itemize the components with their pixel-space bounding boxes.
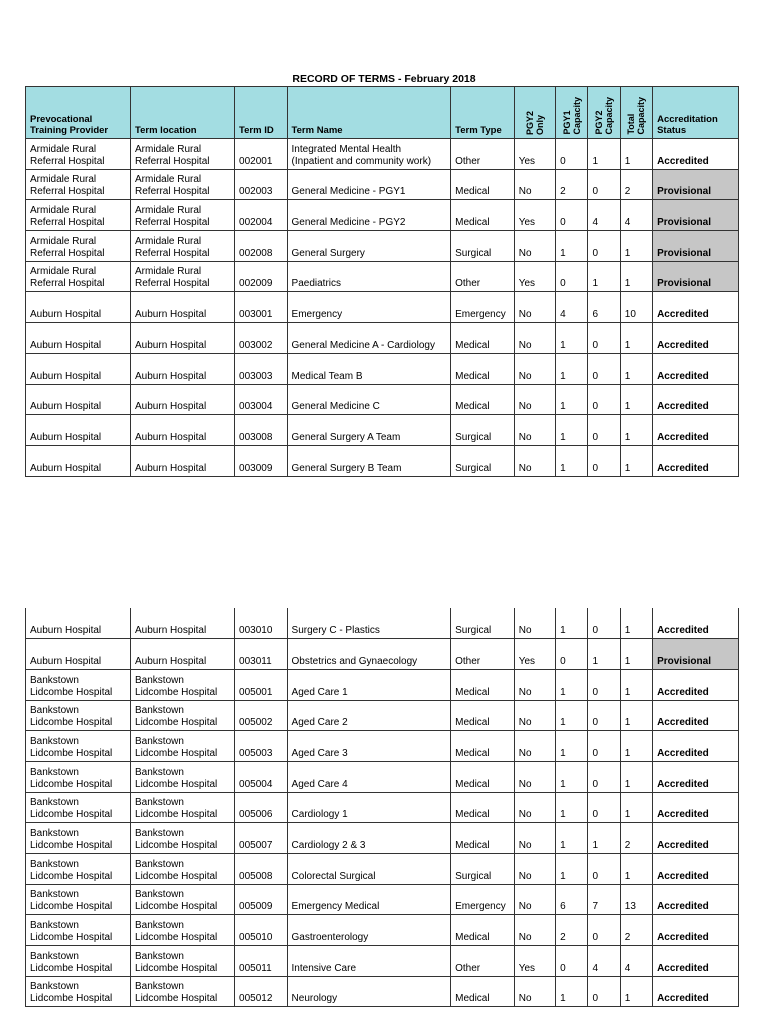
cell-location: Auburn Hospital xyxy=(131,608,235,639)
table-row xyxy=(26,139,739,170)
cell-provider: Bankstown Lidcombe Hospital xyxy=(26,761,131,792)
col-header-location: Term location xyxy=(131,87,235,139)
cell-term-type: Other xyxy=(451,261,515,292)
cell-term-name: Emergency xyxy=(287,292,451,323)
cell-total-capacity: 1 xyxy=(620,761,652,792)
cell-total-capacity: 1 xyxy=(620,700,652,731)
cell-term-type: Medical xyxy=(451,823,515,854)
cell-term-name: Surgery C - Plastics xyxy=(287,608,451,639)
table-row xyxy=(26,261,739,292)
table-row xyxy=(26,823,739,854)
cell-term-type: Medical xyxy=(451,761,515,792)
cell-pgy1-capacity: 1 xyxy=(556,384,588,415)
cell-pgy1-capacity: 1 xyxy=(556,445,588,476)
cell-pgy2-capacity: 6 xyxy=(588,292,620,323)
cell-provider: Armidale Rural Referral Hospital xyxy=(26,169,131,200)
table-row xyxy=(26,700,739,731)
cell-provider: Auburn Hospital xyxy=(26,353,131,384)
col-header-accreditation-status: Accreditation Status xyxy=(653,87,739,139)
cell-total-capacity: 2 xyxy=(620,823,652,854)
cell-pgy1-capacity: 1 xyxy=(556,415,588,446)
cell-total-capacity: 1 xyxy=(620,731,652,762)
cell-term-type: Other xyxy=(451,639,515,670)
cell-provider: Bankstown Lidcombe Hospital xyxy=(26,700,131,731)
cell-pgy1-capacity: 1 xyxy=(556,700,588,731)
cell-pgy2-only: No xyxy=(514,231,555,262)
cell-total-capacity: 1 xyxy=(620,639,652,670)
table-row xyxy=(26,884,739,915)
cell-pgy2-capacity: 7 xyxy=(588,884,620,915)
cell-term-id: 003002 xyxy=(235,323,288,354)
cell-location: Armidale Rural Referral Hospital xyxy=(131,169,235,200)
cell-term-type: Surgical xyxy=(451,231,515,262)
cell-pgy2-only: No xyxy=(514,700,555,731)
cell-pgy1-capacity: 1 xyxy=(556,792,588,823)
table-row xyxy=(26,323,739,354)
cell-pgy2-capacity: 1 xyxy=(588,139,620,170)
cell-term-type: Surgical xyxy=(451,854,515,885)
cell-pgy1-capacity: 1 xyxy=(556,854,588,885)
cell-total-capacity: 1 xyxy=(620,792,652,823)
cell-accreditation-status: Accredited xyxy=(653,669,739,700)
cell-provider: Bankstown Lidcombe Hospital xyxy=(26,792,131,823)
cell-pgy2-only: No xyxy=(514,323,555,354)
cell-pgy2-only: No xyxy=(514,415,555,446)
cell-pgy2-capacity: 0 xyxy=(588,915,620,946)
cell-accreditation-status: Accredited xyxy=(653,884,739,915)
table-row xyxy=(26,200,739,231)
cell-provider: Bankstown Lidcombe Hospital xyxy=(26,884,131,915)
cell-pgy2-capacity: 0 xyxy=(588,323,620,354)
cell-term-id: 005009 xyxy=(235,884,288,915)
cell-accreditation-status: Accredited xyxy=(653,139,739,170)
header-row xyxy=(26,87,739,139)
cell-term-name: General Surgery B Team xyxy=(287,445,451,476)
cell-accreditation-status: Provisional xyxy=(653,200,739,231)
cell-accreditation-status: Accredited xyxy=(653,792,739,823)
cell-pgy1-capacity: 0 xyxy=(556,946,588,977)
cell-term-id: 005008 xyxy=(235,854,288,885)
cell-term-type: Other xyxy=(451,946,515,977)
cell-term-type: Emergency xyxy=(451,884,515,915)
cell-pgy2-capacity: 0 xyxy=(588,169,620,200)
cell-pgy2-capacity: 0 xyxy=(588,231,620,262)
cell-term-id: 002009 xyxy=(235,261,288,292)
cell-pgy2-capacity: 0 xyxy=(588,384,620,415)
cell-pgy2-capacity: 1 xyxy=(588,823,620,854)
cell-term-name: Paediatrics xyxy=(287,261,451,292)
cell-term-name: Cardiology 2 & 3 xyxy=(287,823,451,854)
cell-pgy1-capacity: 1 xyxy=(556,731,588,762)
cell-term-name: Neurology xyxy=(287,976,451,1007)
cell-pgy2-only: No xyxy=(514,884,555,915)
cell-location: Bankstown Lidcombe Hospital xyxy=(131,976,235,1007)
cell-accreditation-status: Accredited xyxy=(653,608,739,639)
cell-pgy2-only: Yes xyxy=(514,200,555,231)
cell-pgy1-capacity: 1 xyxy=(556,231,588,262)
col-header-term-type: Term Type xyxy=(451,87,515,139)
table-row xyxy=(26,292,739,323)
cell-term-type: Medical xyxy=(451,353,515,384)
cell-location: Bankstown Lidcombe Hospital xyxy=(131,946,235,977)
cell-pgy1-capacity: 1 xyxy=(556,823,588,854)
cell-term-id: 003009 xyxy=(235,445,288,476)
table-row xyxy=(26,231,739,262)
cell-term-name: Gastroenterology xyxy=(287,915,451,946)
cell-total-capacity: 1 xyxy=(620,669,652,700)
cell-provider: Bankstown Lidcombe Hospital xyxy=(26,915,131,946)
cell-pgy1-capacity: 1 xyxy=(556,669,588,700)
cell-term-id: 003004 xyxy=(235,384,288,415)
cell-accreditation-status: Accredited xyxy=(653,976,739,1007)
cell-pgy1-capacity: 2 xyxy=(556,169,588,200)
cell-accreditation-status: Accredited xyxy=(653,353,739,384)
cell-pgy2-capacity: 0 xyxy=(588,353,620,384)
cell-term-name: General Medicine - PGY2 xyxy=(287,200,451,231)
cell-location: Bankstown Lidcombe Hospital xyxy=(131,731,235,762)
cell-provider: Auburn Hospital xyxy=(26,323,131,354)
table-row xyxy=(26,792,739,823)
cell-term-id: 005011 xyxy=(235,946,288,977)
cell-location: Bankstown Lidcombe Hospital xyxy=(131,823,235,854)
cell-pgy2-only: Yes xyxy=(514,946,555,977)
cell-total-capacity: 2 xyxy=(620,915,652,946)
cell-term-id: 005010 xyxy=(235,915,288,946)
cell-pgy2-only: No xyxy=(514,854,555,885)
terms-table-bottom xyxy=(25,608,739,1007)
cell-provider: Bankstown Lidcombe Hospital xyxy=(26,946,131,977)
cell-pgy2-capacity: 0 xyxy=(588,415,620,446)
cell-pgy2-only: No xyxy=(514,669,555,700)
cell-term-id: 002008 xyxy=(235,231,288,262)
cell-pgy2-capacity: 0 xyxy=(588,792,620,823)
cell-location: Bankstown Lidcombe Hospital xyxy=(131,854,235,885)
cell-term-id: 005002 xyxy=(235,700,288,731)
cell-pgy2-only: Yes xyxy=(514,139,555,170)
cell-location: Bankstown Lidcombe Hospital xyxy=(131,700,235,731)
cell-total-capacity: 1 xyxy=(620,854,652,885)
cell-term-type: Medical xyxy=(451,976,515,1007)
cell-accreditation-status: Accredited xyxy=(653,915,739,946)
cell-term-id: 003001 xyxy=(235,292,288,323)
cell-term-id: 003003 xyxy=(235,353,288,384)
cell-pgy2-only: No xyxy=(514,608,555,639)
cell-pgy2-only: No xyxy=(514,731,555,762)
cell-accreditation-status: Accredited xyxy=(653,823,739,854)
cell-pgy2-only: No xyxy=(514,169,555,200)
cell-pgy1-capacity: 6 xyxy=(556,884,588,915)
cell-pgy2-capacity: 0 xyxy=(588,445,620,476)
cell-term-type: Medical xyxy=(451,731,515,762)
cell-pgy2-only: Yes xyxy=(514,639,555,670)
cell-term-name: Intensive Care xyxy=(287,946,451,977)
cell-term-id: 003008 xyxy=(235,415,288,446)
cell-term-id: 002003 xyxy=(235,169,288,200)
col-header-total-capacity: Total Capacity xyxy=(620,87,652,139)
cell-provider: Bankstown Lidcombe Hospital xyxy=(26,976,131,1007)
cell-total-capacity: 10 xyxy=(620,292,652,323)
cell-term-id: 002004 xyxy=(235,200,288,231)
cell-pgy2-only: Yes xyxy=(514,261,555,292)
cell-provider: Auburn Hospital xyxy=(26,608,131,639)
terms-table-top xyxy=(25,86,739,477)
cell-term-id: 005003 xyxy=(235,731,288,762)
cell-location: Bankstown Lidcombe Hospital xyxy=(131,669,235,700)
cell-term-type: Surgical xyxy=(451,608,515,639)
cell-provider: Armidale Rural Referral Hospital xyxy=(26,139,131,170)
cell-accreditation-status: Accredited xyxy=(653,323,739,354)
table-row xyxy=(26,946,739,977)
cell-pgy2-capacity: 0 xyxy=(588,700,620,731)
cell-term-name: Obstetrics and Gynaecology xyxy=(287,639,451,670)
cell-pgy2-only: No xyxy=(514,445,555,476)
cell-provider: Auburn Hospital xyxy=(26,292,131,323)
table-row xyxy=(26,353,739,384)
cell-pgy2-only: No xyxy=(514,792,555,823)
col-header-term-id: Term ID xyxy=(235,87,288,139)
cell-term-type: Medical xyxy=(451,169,515,200)
cell-term-name: Emergency Medical xyxy=(287,884,451,915)
cell-pgy2-only: No xyxy=(514,915,555,946)
cell-term-name: General Medicine - PGY1 xyxy=(287,169,451,200)
cell-term-id: 002001 xyxy=(235,139,288,170)
table-row xyxy=(26,608,739,639)
table-row xyxy=(26,445,739,476)
cell-pgy1-capacity: 0 xyxy=(556,639,588,670)
cell-pgy2-capacity: 0 xyxy=(588,731,620,762)
cell-provider: Armidale Rural Referral Hospital xyxy=(26,200,131,231)
cell-accreditation-status: Accredited xyxy=(653,384,739,415)
cell-total-capacity: 1 xyxy=(620,608,652,639)
cell-total-capacity: 1 xyxy=(620,139,652,170)
cell-provider: Auburn Hospital xyxy=(26,415,131,446)
cell-term-type: Medical xyxy=(451,915,515,946)
cell-term-name: Colorectal Surgical xyxy=(287,854,451,885)
cell-term-id: 005001 xyxy=(235,669,288,700)
cell-term-type: Other xyxy=(451,139,515,170)
cell-accreditation-status: Provisional xyxy=(653,231,739,262)
cell-accreditation-status: Provisional xyxy=(653,261,739,292)
cell-total-capacity: 1 xyxy=(620,231,652,262)
table-row xyxy=(26,731,739,762)
cell-location: Auburn Hospital xyxy=(131,639,235,670)
cell-location: Bankstown Lidcombe Hospital xyxy=(131,792,235,823)
cell-term-name: Aged Care 1 xyxy=(287,669,451,700)
cell-location: Bankstown Lidcombe Hospital xyxy=(131,884,235,915)
cell-pgy2-capacity: 0 xyxy=(588,854,620,885)
cell-provider: Armidale Rural Referral Hospital xyxy=(26,231,131,262)
cell-pgy1-capacity: 0 xyxy=(556,200,588,231)
cell-accreditation-status: Accredited xyxy=(653,700,739,731)
cell-provider: Bankstown Lidcombe Hospital xyxy=(26,854,131,885)
cell-pgy2-capacity: 0 xyxy=(588,761,620,792)
cell-term-id: 003010 xyxy=(235,608,288,639)
cell-location: Auburn Hospital xyxy=(131,384,235,415)
table-row xyxy=(26,915,739,946)
table-row xyxy=(26,669,739,700)
cell-term-name: General Medicine C xyxy=(287,384,451,415)
cell-accreditation-status: Accredited xyxy=(653,445,739,476)
cell-accreditation-status: Accredited xyxy=(653,946,739,977)
cell-term-type: Surgical xyxy=(451,415,515,446)
cell-total-capacity: 13 xyxy=(620,884,652,915)
cell-term-name: Aged Care 4 xyxy=(287,761,451,792)
cell-term-type: Medical xyxy=(451,792,515,823)
cell-location: Auburn Hospital xyxy=(131,353,235,384)
cell-provider: Bankstown Lidcombe Hospital xyxy=(26,731,131,762)
table-row xyxy=(26,854,739,885)
cell-total-capacity: 1 xyxy=(620,415,652,446)
cell-pgy1-capacity: 1 xyxy=(556,353,588,384)
cell-term-type: Medical xyxy=(451,200,515,231)
cell-accreditation-status: Accredited xyxy=(653,292,739,323)
cell-location: Armidale Rural Referral Hospital xyxy=(131,261,235,292)
cell-pgy1-capacity: 0 xyxy=(556,139,588,170)
cell-term-name: General Surgery A Team xyxy=(287,415,451,446)
cell-total-capacity: 1 xyxy=(620,261,652,292)
cell-location: Bankstown Lidcombe Hospital xyxy=(131,761,235,792)
cell-pgy1-capacity: 1 xyxy=(556,761,588,792)
cell-term-id: 005012 xyxy=(235,976,288,1007)
cell-pgy1-capacity: 1 xyxy=(556,976,588,1007)
col-header-provider: Prevocational Training Provider xyxy=(26,87,131,139)
cell-term-id: 005007 xyxy=(235,823,288,854)
cell-accreditation-status: Accredited xyxy=(653,854,739,885)
cell-term-name: General Surgery xyxy=(287,231,451,262)
cell-term-id: 003011 xyxy=(235,639,288,670)
cell-pgy2-capacity: 4 xyxy=(588,200,620,231)
cell-pgy2-capacity: 4 xyxy=(588,946,620,977)
cell-location: Armidale Rural Referral Hospital xyxy=(131,231,235,262)
cell-accreditation-status: Provisional xyxy=(653,639,739,670)
cell-pgy1-capacity: 0 xyxy=(556,261,588,292)
cell-provider: Bankstown Lidcombe Hospital xyxy=(26,669,131,700)
cell-accreditation-status: Accredited xyxy=(653,415,739,446)
cell-pgy2-capacity: 1 xyxy=(588,639,620,670)
table-body-top xyxy=(26,139,739,477)
cell-total-capacity: 4 xyxy=(620,200,652,231)
cell-pgy2-only: No xyxy=(514,353,555,384)
cell-term-type: Medical xyxy=(451,669,515,700)
cell-pgy2-only: No xyxy=(514,823,555,854)
cell-accreditation-status: Accredited xyxy=(653,761,739,792)
cell-total-capacity: 1 xyxy=(620,323,652,354)
cell-pgy2-capacity: 0 xyxy=(588,608,620,639)
cell-pgy2-capacity: 0 xyxy=(588,976,620,1007)
cell-pgy2-capacity: 0 xyxy=(588,669,620,700)
table-row xyxy=(26,169,739,200)
cell-provider: Auburn Hospital xyxy=(26,445,131,476)
cell-provider: Auburn Hospital xyxy=(26,384,131,415)
cell-term-id: 005004 xyxy=(235,761,288,792)
cell-total-capacity: 1 xyxy=(620,384,652,415)
table-row xyxy=(26,976,739,1007)
cell-term-type: Medical xyxy=(451,323,515,354)
table-row xyxy=(26,415,739,446)
col-header-term-name: Term Name xyxy=(287,87,451,139)
table-row xyxy=(26,384,739,415)
page-title: RECORD OF TERMS - February 2018 xyxy=(292,73,476,85)
cell-provider: Armidale Rural Referral Hospital xyxy=(26,261,131,292)
cell-location: Bankstown Lidcombe Hospital xyxy=(131,915,235,946)
cell-location: Auburn Hospital xyxy=(131,415,235,446)
cell-pgy1-capacity: 1 xyxy=(556,323,588,354)
cell-term-type: Medical xyxy=(451,384,515,415)
cell-location: Armidale Rural Referral Hospital xyxy=(131,200,235,231)
cell-term-type: Surgical xyxy=(451,445,515,476)
cell-total-capacity: 1 xyxy=(620,976,652,1007)
cell-pgy2-capacity: 1 xyxy=(588,261,620,292)
table-row xyxy=(26,761,739,792)
table-row xyxy=(26,639,739,670)
cell-total-capacity: 1 xyxy=(620,353,652,384)
cell-term-name: Medical Team B xyxy=(287,353,451,384)
cell-term-type: Emergency xyxy=(451,292,515,323)
cell-accreditation-status: Provisional xyxy=(653,169,739,200)
cell-term-type: Medical xyxy=(451,700,515,731)
col-header-pgy2-only: PGY2 Only xyxy=(514,87,555,139)
cell-accreditation-status: Accredited xyxy=(653,731,739,762)
cell-pgy1-capacity: 1 xyxy=(556,608,588,639)
cell-location: Armidale Rural Referral Hospital xyxy=(131,139,235,170)
cell-provider: Auburn Hospital xyxy=(26,639,131,670)
cell-term-name: General Medicine A - Cardiology xyxy=(287,323,451,354)
col-header-pgy2-capacity: PGY2 Capacity xyxy=(588,87,620,139)
cell-provider: Bankstown Lidcombe Hospital xyxy=(26,823,131,854)
cell-term-name: Cardiology 1 xyxy=(287,792,451,823)
cell-total-capacity: 2 xyxy=(620,169,652,200)
cell-pgy2-only: No xyxy=(514,292,555,323)
cell-total-capacity: 4 xyxy=(620,946,652,977)
cell-location: Auburn Hospital xyxy=(131,323,235,354)
cell-pgy1-capacity: 4 xyxy=(556,292,588,323)
col-header-pgy1-capacity: PGY1 Capacity xyxy=(556,87,588,139)
cell-term-name: Aged Care 3 xyxy=(287,731,451,762)
cell-term-name: Integrated Mental Health (Inpatient and community work) xyxy=(287,139,451,170)
table-body-bottom xyxy=(26,608,739,1007)
cell-term-id: 005006 xyxy=(235,792,288,823)
cell-pgy1-capacity: 2 xyxy=(556,915,588,946)
cell-location: Auburn Hospital xyxy=(131,292,235,323)
cell-location: Auburn Hospital xyxy=(131,445,235,476)
cell-pgy2-only: No xyxy=(514,761,555,792)
cell-pgy2-only: No xyxy=(514,384,555,415)
cell-total-capacity: 1 xyxy=(620,445,652,476)
cell-term-name: Aged Care 2 xyxy=(287,700,451,731)
cell-pgy2-only: No xyxy=(514,976,555,1007)
